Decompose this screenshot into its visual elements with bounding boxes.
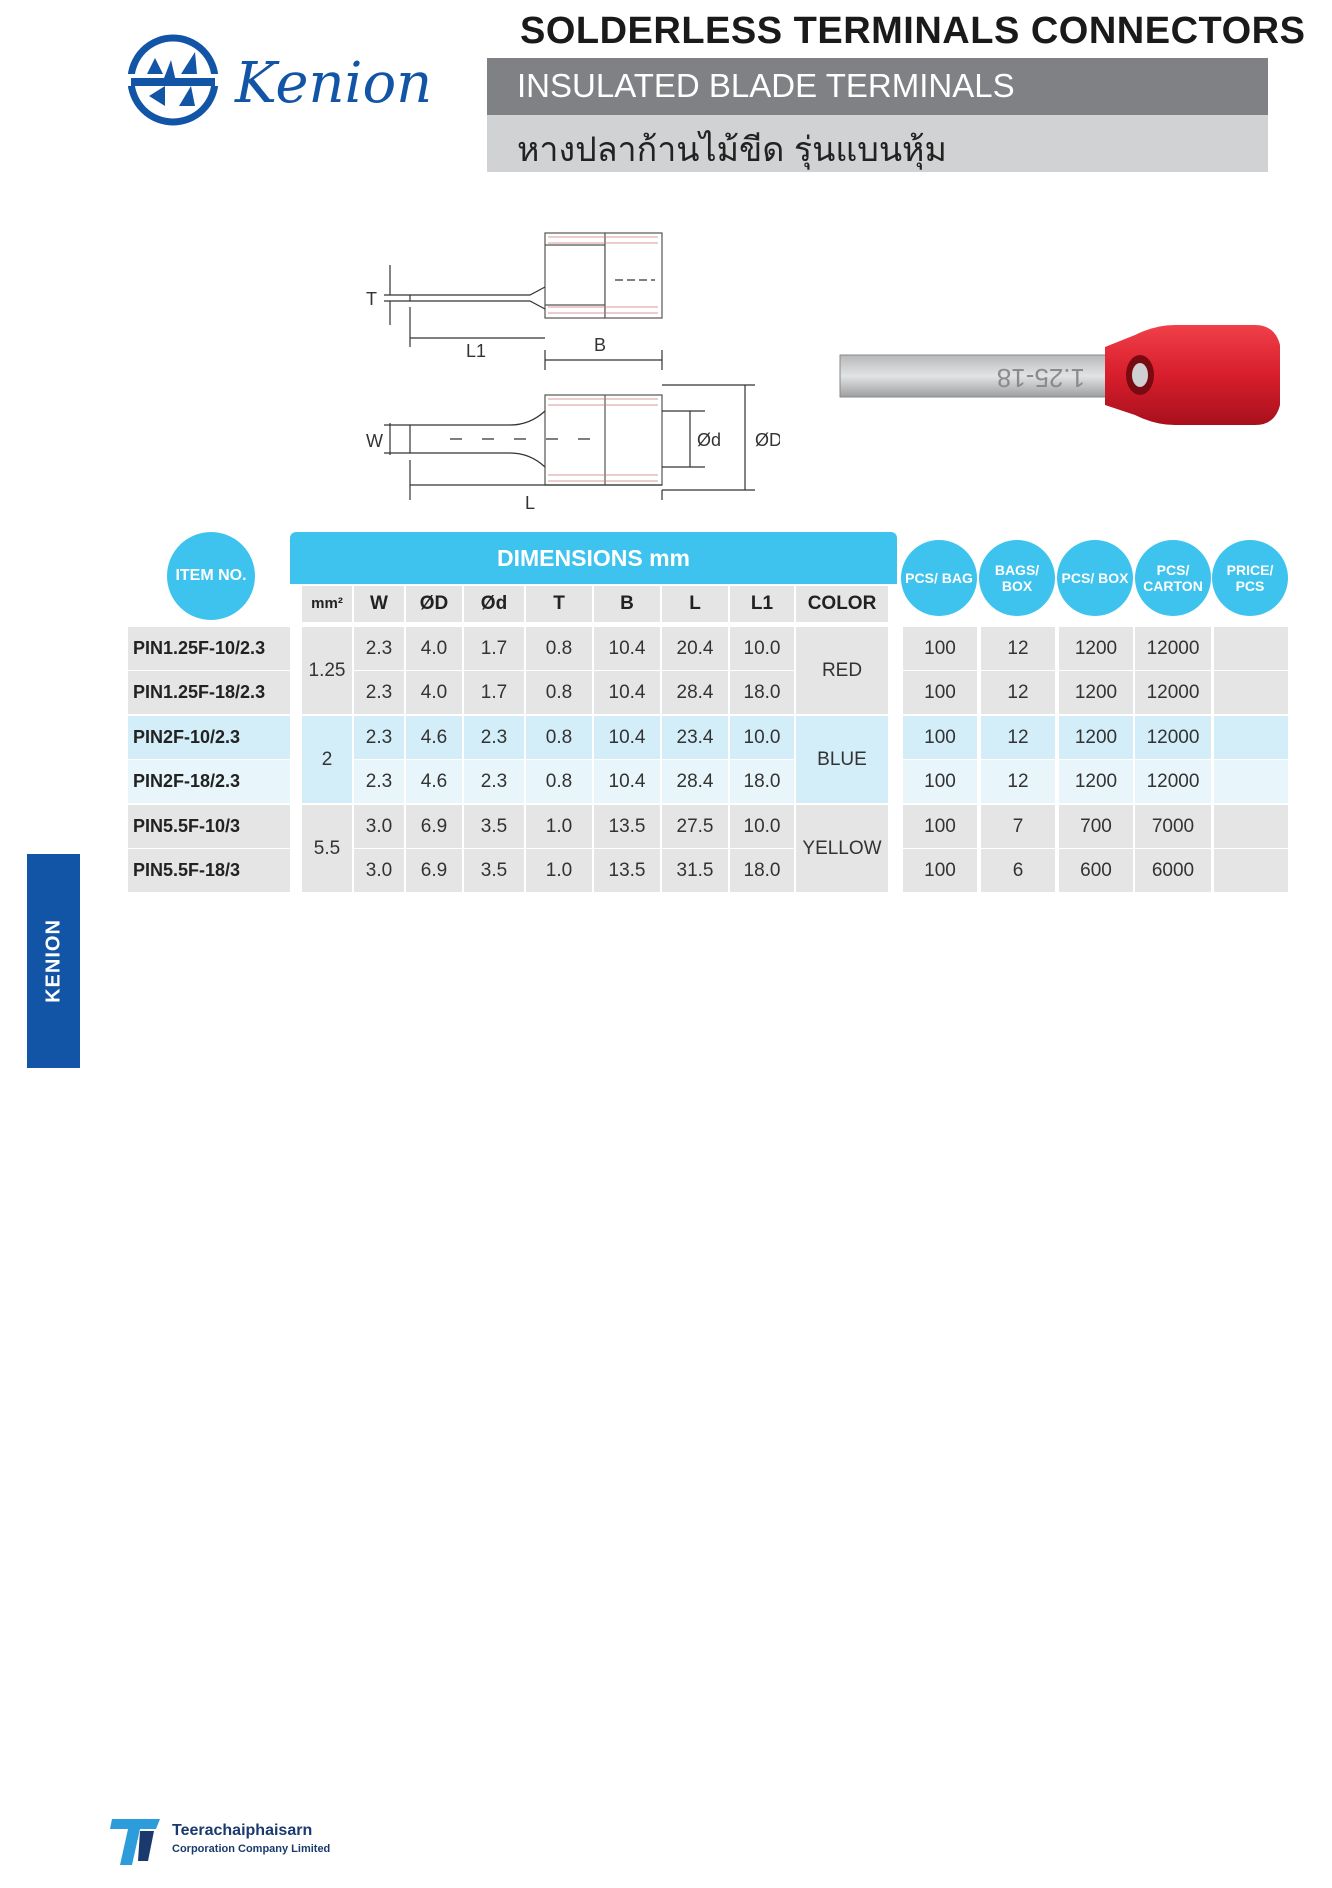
pack-cell-pcs-box: 1200	[1059, 716, 1133, 759]
dim-cell-b: 10.4	[594, 671, 660, 714]
dim-cell-l: 28.4	[662, 671, 728, 714]
dim-cell-od: 6.9	[406, 849, 462, 892]
pack-cell-pcs-bag: 100	[903, 805, 977, 848]
column-header-w: W	[354, 586, 404, 622]
dim-cell-od: 4.6	[406, 716, 462, 759]
item-no-cell: PIN5.5F-18/3	[128, 849, 290, 892]
dim-cell-w: 3.0	[354, 805, 404, 848]
dim-cell-w: 2.3	[354, 716, 404, 759]
dim-cell-od: 4.0	[406, 627, 462, 670]
dim-cell-l1: 18.0	[730, 671, 794, 714]
column-header-pcs-carton: PCS/ CARTON	[1135, 540, 1211, 616]
dim-cell-l1: 18.0	[730, 849, 794, 892]
logo-wordmark: Kenion	[235, 51, 433, 116]
column-header-price-pcs: PRICE/ PCS	[1212, 540, 1288, 616]
dim-cell-l: 31.5	[662, 849, 728, 892]
dim-cell-b: 10.4	[594, 627, 660, 670]
dim-cell-l1: 18.0	[730, 760, 794, 803]
pack-cell-pcs-box: 700	[1059, 805, 1133, 848]
dim-cell-b: 13.5	[594, 805, 660, 848]
pack-cell-price-pcs	[1214, 760, 1288, 803]
dim-cell-id: 1.7	[464, 627, 524, 670]
technical-drawing	[360, 225, 780, 510]
pack-cell-pcs-bag: 100	[903, 760, 977, 803]
dim-cell-w: 2.3	[354, 760, 404, 803]
dim-cell-l: 27.5	[662, 805, 728, 848]
subtitle-bar	[487, 58, 1268, 115]
side-view	[410, 233, 662, 318]
dim-cell-t: 1.0	[526, 849, 592, 892]
dim-cell-id: 2.3	[464, 760, 524, 803]
dim-cell-t: 1.0	[526, 805, 592, 848]
dim-cell-w: 2.3	[354, 671, 404, 714]
dim-cell-od: 4.0	[406, 671, 462, 714]
dim-cell-w: 2.3	[354, 627, 404, 670]
pack-cell-bags-box: 12	[981, 760, 1055, 803]
column-header-l1: L1	[730, 586, 794, 622]
product-photo	[835, 315, 1295, 435]
column-header-mm2: mm²	[302, 586, 352, 622]
subtitle-thai: หางปลาก้านไม้ขีด รุ่นแบนหุ้ม	[517, 131, 947, 169]
dim-label-w: W	[366, 431, 383, 451]
side-tab-label: KENION	[42, 919, 64, 1003]
dim-cell-id: 3.5	[464, 805, 524, 848]
column-header-b: B	[594, 586, 660, 622]
dim-cell-id: 2.3	[464, 716, 524, 759]
color-group-cell: BLUE	[796, 716, 888, 803]
item-no-header: ITEM NO.	[167, 532, 255, 620]
dim-cell-l: 28.4	[662, 760, 728, 803]
column-header-id: Ød	[464, 586, 524, 622]
column-header-t: T	[526, 586, 592, 622]
dim-cell-l: 23.4	[662, 716, 728, 759]
footer-company-name: Teerachaiphaisarn	[172, 1822, 313, 1839]
column-header-pcs-box: PCS/ BOX	[1057, 540, 1133, 616]
dim-cell-id: 3.5	[464, 849, 524, 892]
pack-cell-pcs-carton: 7000	[1135, 805, 1211, 848]
dim-cell-l1: 10.0	[730, 805, 794, 848]
item-no-cell: PIN5.5F-10/3	[128, 805, 290, 848]
pack-cell-pcs-box: 1200	[1059, 760, 1133, 803]
item-no-cell: PIN1.25F-18/2.3	[128, 671, 290, 714]
mm2-group-cell: 5.5	[302, 805, 352, 892]
pack-cell-bags-box: 12	[981, 671, 1055, 714]
column-header-color: COLOR	[796, 586, 888, 622]
dimensions-header: DIMENSIONS mm	[290, 532, 897, 584]
pack-cell-price-pcs	[1214, 805, 1288, 848]
dim-cell-od: 4.6	[406, 760, 462, 803]
subtitle: INSULATED BLADE TERMINALS	[517, 67, 1015, 104]
dim-cell-l1: 10.0	[730, 716, 794, 759]
pack-cell-pcs-bag: 100	[903, 716, 977, 759]
dim-cell-l: 20.4	[662, 627, 728, 670]
footer-company-sub: Corporation Company Limited	[172, 1843, 331, 1855]
dim-label-l: L	[525, 493, 536, 510]
color-group-cell: RED	[796, 627, 888, 714]
item-no-cell: PIN2F-18/2.3	[128, 760, 290, 803]
pack-cell-pcs-box: 1200	[1059, 671, 1133, 714]
color-group-cell: YELLOW	[796, 805, 888, 892]
dim-cell-w: 3.0	[354, 849, 404, 892]
mm2-group-cell: 2	[302, 716, 352, 803]
column-header-od: ØD	[406, 586, 462, 622]
pack-cell-price-pcs	[1214, 849, 1288, 892]
dim-label-t: T	[366, 289, 377, 309]
pack-cell-pcs-box: 600	[1059, 849, 1133, 892]
dim-cell-t: 0.8	[526, 627, 592, 670]
pack-cell-pcs-box: 1200	[1059, 627, 1133, 670]
pack-cell-price-pcs	[1214, 671, 1288, 714]
kenion-logo	[125, 30, 485, 130]
item-no-cell: PIN1.25F-10/2.3	[128, 627, 290, 670]
mm2-group-cell: 1.25	[302, 627, 352, 714]
pack-cell-price-pcs	[1214, 627, 1288, 670]
dim-cell-t: 0.8	[526, 716, 592, 759]
pack-cell-pcs-carton: 6000	[1135, 849, 1211, 892]
dim-cell-l1: 10.0	[730, 627, 794, 670]
pack-cell-bags-box: 12	[981, 716, 1055, 759]
subtitle-thai-bar	[487, 115, 1268, 172]
item-no-cell: PIN2F-10/2.3	[128, 716, 290, 759]
column-header-pcs-bag: PCS/ BAG	[901, 540, 977, 616]
column-header-bags-box: BAGS/ BOX	[979, 540, 1055, 616]
pack-cell-bags-box: 6	[981, 849, 1055, 892]
pack-cell-pcs-carton: 12000	[1135, 627, 1211, 670]
pack-cell-bags-box: 12	[981, 627, 1055, 670]
pack-cell-pcs-bag: 100	[903, 671, 977, 714]
pack-cell-pcs-carton: 12000	[1135, 671, 1211, 714]
dim-cell-b: 10.4	[594, 760, 660, 803]
pack-cell-pcs-carton: 12000	[1135, 716, 1211, 759]
dim-cell-b: 13.5	[594, 849, 660, 892]
dim-cell-t: 0.8	[526, 760, 592, 803]
dim-cell-t: 0.8	[526, 671, 592, 714]
pack-cell-pcs-bag: 100	[903, 849, 977, 892]
pack-cell-pcs-carton: 12000	[1135, 760, 1211, 803]
dim-cell-b: 10.4	[594, 716, 660, 759]
dim-cell-id: 1.7	[464, 671, 524, 714]
dim-cell-od: 6.9	[406, 805, 462, 848]
pack-cell-pcs-bag: 100	[903, 627, 977, 670]
page-title: SOLDERLESS TERMINALS CONNECTORS	[520, 10, 1306, 52]
pack-cell-price-pcs	[1214, 716, 1288, 759]
pack-cell-bags-box: 7	[981, 805, 1055, 848]
top-view	[410, 395, 662, 485]
dim-label-d-inner: Ød	[697, 430, 722, 450]
dim-label-d-outer: ØD	[755, 430, 780, 450]
dim-label-b: B	[594, 335, 607, 355]
dim-label-l1: L1	[466, 341, 487, 361]
column-header-l: L	[662, 586, 728, 622]
photo-marking: 1.25-18	[996, 363, 1085, 393]
side-tab	[27, 854, 80, 1068]
